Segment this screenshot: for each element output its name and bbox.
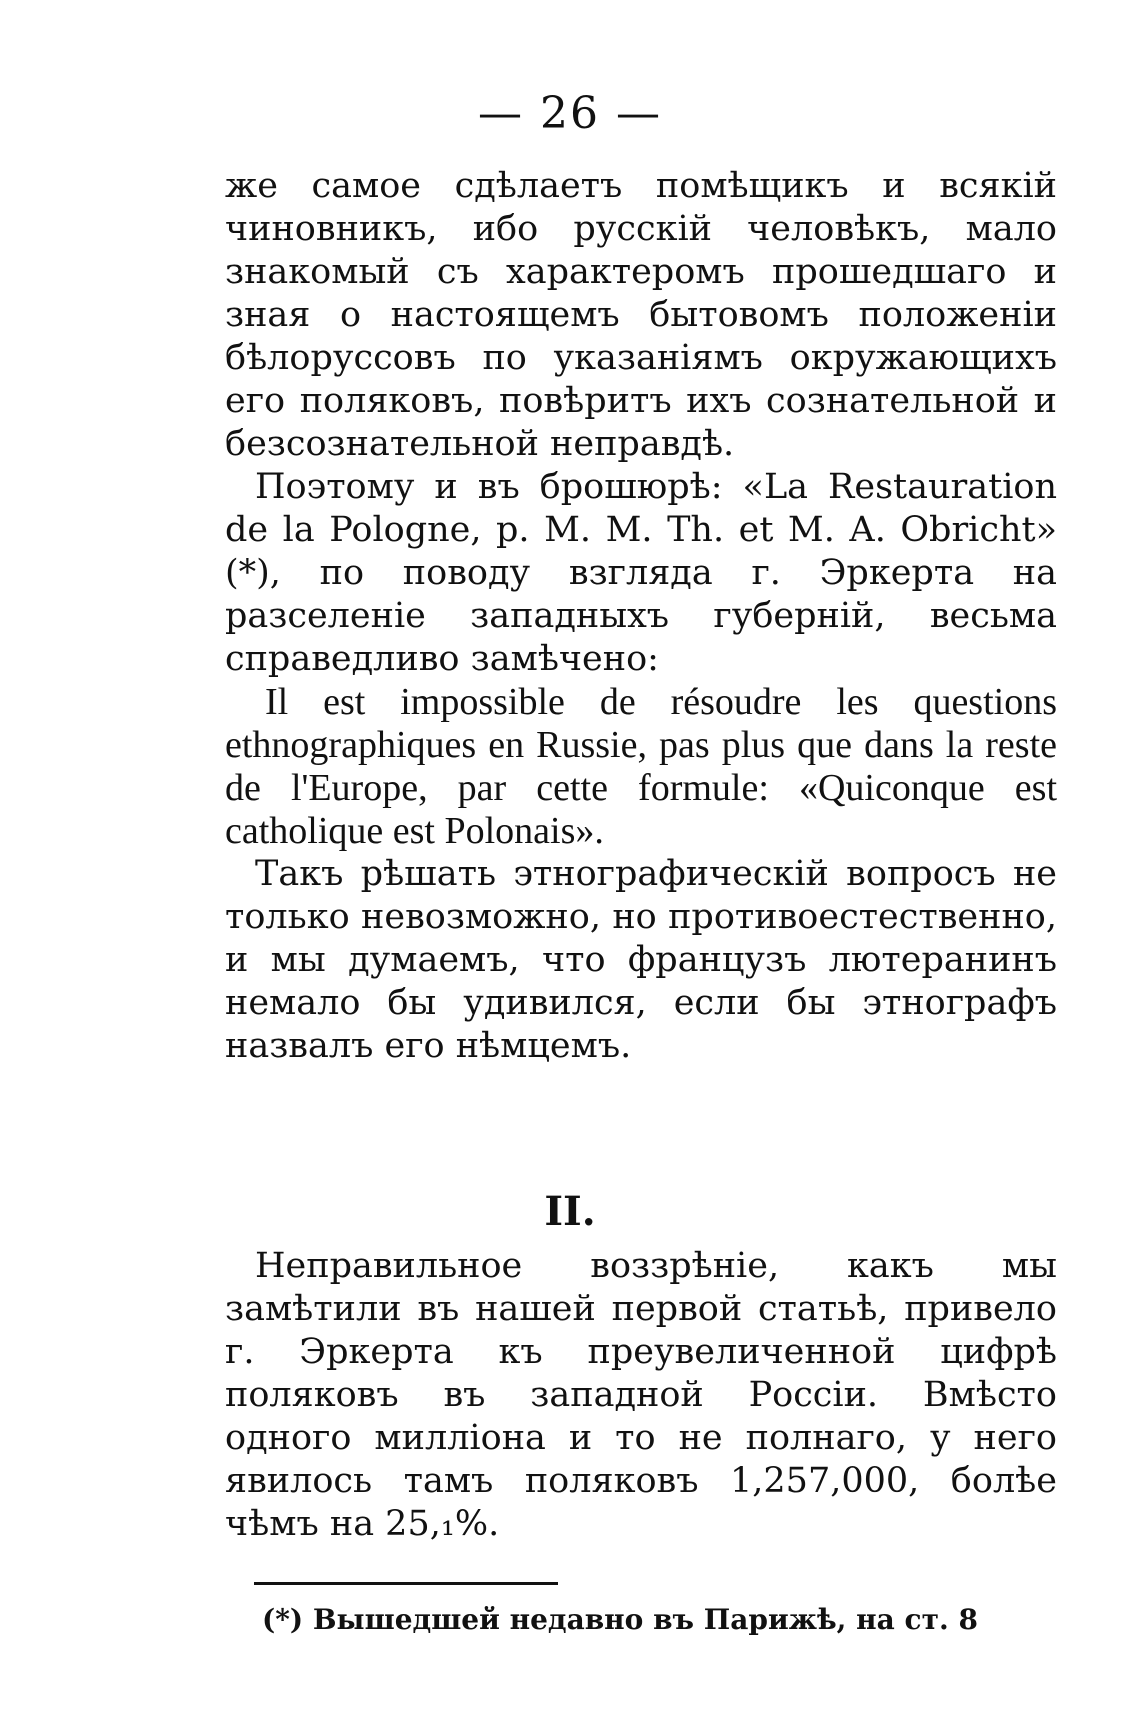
section-heading: II. bbox=[544, 1188, 596, 1235]
page-number: — 26 — bbox=[478, 88, 662, 139]
paragraph-continuation: же самое сдѣлаетъ помѣщикъ и всякій чиновникъ, ибо русскій человѣкъ, мало знакомый съ характеромъ прошедшаго и зная о настоящемъ бытовомъ положеніи бѣлоруссовъ по указаніямъ окружающихъ его поляковъ, повѣритъ ихъ сознательной и безсознательной неправдѣ. bbox=[225, 166, 1057, 464]
paragraph-brochure-reference: Поэтому и въ брошюрѣ: «La Restauration de la Pologne, p. M. M. Th. et M. A. Obricht» (*), по поводу взгляда г. Эркерта на разселеніе западныхъ губерній, весьма справедливо замѣчено: bbox=[225, 467, 1057, 679]
section-paragraph: Неправильное воззрѣніе, какъ мы замѣтили въ нашей первой статьѣ, привело г. Эркерта къ преувеличенной цифрѣ поляковъ въ западной Россіи. Вмѣсто одного милліона и то не полнаго, у него явилось тамъ поляковъ 1,257,000, болѣе чѣмъ на 25,₁%. bbox=[225, 1246, 1057, 1544]
paragraph-conclusion: Такъ рѣшать этнографическій вопросъ не только невозможно, но противоестественно, и мы думаемъ, что французъ лютеранинъ немало бы удивился, если бы этнографъ назвалъ его нѣмцемъ. bbox=[225, 854, 1057, 1066]
footnote: (*) Вышедшей недавно въ Парижѣ, на ст. 8 bbox=[262, 1603, 978, 1636]
main-text bbox=[225, 165, 1057, 1068]
french-quotation: Il est impossible de résoudre les questions ethnographiques en Russie, pas plus que dans la reste de l'Europe, par cette formule: «Quiconque est catholique est Polonais». bbox=[225, 681, 1057, 852]
footnote-divider bbox=[254, 1582, 558, 1585]
section-text bbox=[225, 1245, 1057, 1546]
